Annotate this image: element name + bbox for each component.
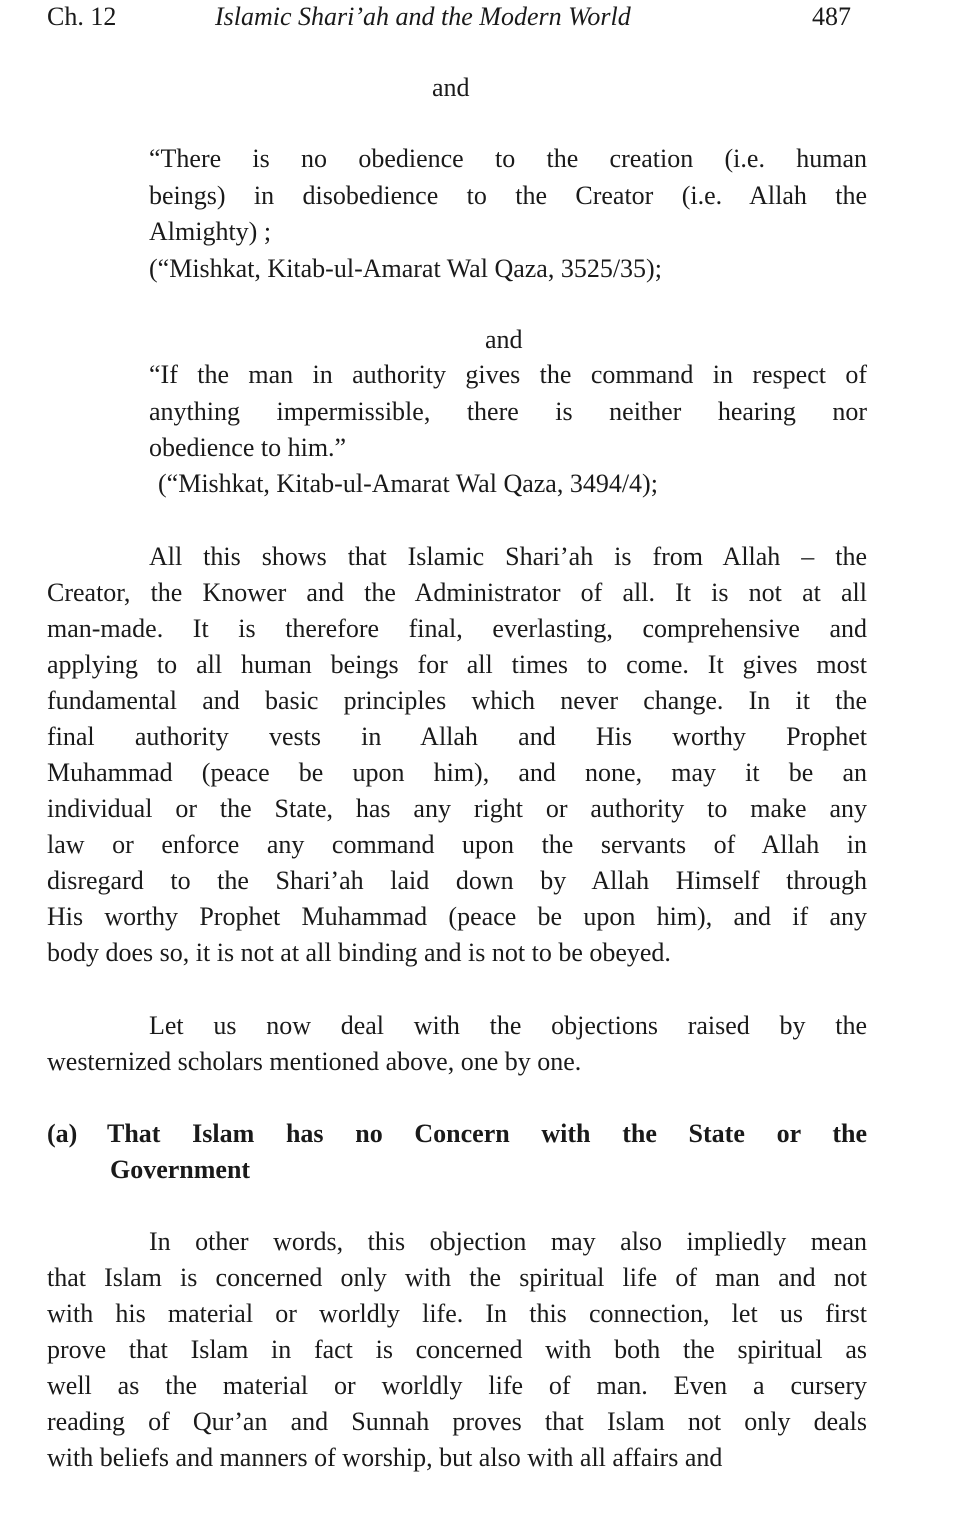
conjunction-and: and — [485, 325, 523, 354]
text-line: applying to all human beings for all times to come. It gives most — [47, 650, 867, 679]
quote-line: obedience to him.” — [149, 433, 347, 462]
heading-label: (a) — [47, 1119, 78, 1148]
text-line: that Islam is concerned only with the spiritual life of man and not — [47, 1263, 867, 1292]
text-line: Muhammad (peace be upon him), and none, may it be an — [47, 758, 867, 787]
text-line: westernized scholars mentioned above, one by one. — [47, 1047, 582, 1076]
quote-line: “There is no obedience to the creation (i.e. human — [149, 144, 867, 173]
quote-line: Almighty) ; — [149, 217, 272, 246]
conjunction-and: and — [432, 73, 470, 102]
chapter-label: Ch. 12 — [47, 2, 117, 31]
text-line: with his material or worldly life. In this connection, let us first — [47, 1299, 867, 1328]
quote-line: “If the man in authority gives the command in respect of — [149, 360, 867, 389]
text-line: body does so, it is not at all binding and is not to be obeyed. — [47, 938, 671, 967]
heading-line: Government — [110, 1155, 251, 1184]
heading-line: That Islam has no Concern with the State or the — [107, 1119, 867, 1148]
text-line: man-made. It is therefore final, everlasting, comprehensive and — [47, 614, 867, 643]
text-line: Creator, the Knower and the Administrator of all. It is not at all — [47, 578, 867, 607]
text-line: individual or the State, has any right or authority to make any — [47, 794, 867, 823]
text-line: reading of Qur’an and Sunnah proves that Islam not only deals — [47, 1407, 867, 1436]
text-line: Let us now deal with the objections raised by the — [149, 1011, 867, 1040]
quote-line: beings) in disobedience to the Creator (i.e. Allah the — [149, 181, 867, 210]
text-line: prove that Islam in fact is concerned with both the spiritual as — [47, 1335, 867, 1364]
text-line: disregard to the Shari’ah laid down by Allah Himself through — [47, 866, 867, 895]
text-line: His worthy Prophet Muhammad (peace be upon him), and if any — [47, 902, 867, 931]
running-title: Islamic Shari’ah and the Modern World — [215, 2, 631, 31]
text-line: well as the material or worldly life of man. Even a cursery — [47, 1371, 867, 1400]
text-line: In other words, this objection may also impliedly mean — [149, 1227, 867, 1256]
page-number: 487 — [812, 2, 851, 31]
text-line: law or enforce any command upon the servants of Allah in — [47, 830, 867, 859]
text-line: All this shows that Islamic Shari’ah is from Allah – the — [149, 542, 867, 571]
citation: (“Mishkat, Kitab-ul-Amarat Wal Qaza, 3494/4); — [158, 469, 658, 498]
text-line: fundamental and basic principles which never change. In it the — [47, 686, 867, 715]
citation: (“Mishkat, Kitab-ul-Amarat Wal Qaza, 3525/35); — [149, 254, 662, 283]
quote-line: anything impermissible, there is neither hearing nor — [149, 397, 867, 426]
text-line: final authority vests in Allah and His worthy Prophet — [47, 722, 867, 751]
text-line: with beliefs and manners of worship, but also with all affairs and — [47, 1443, 723, 1472]
